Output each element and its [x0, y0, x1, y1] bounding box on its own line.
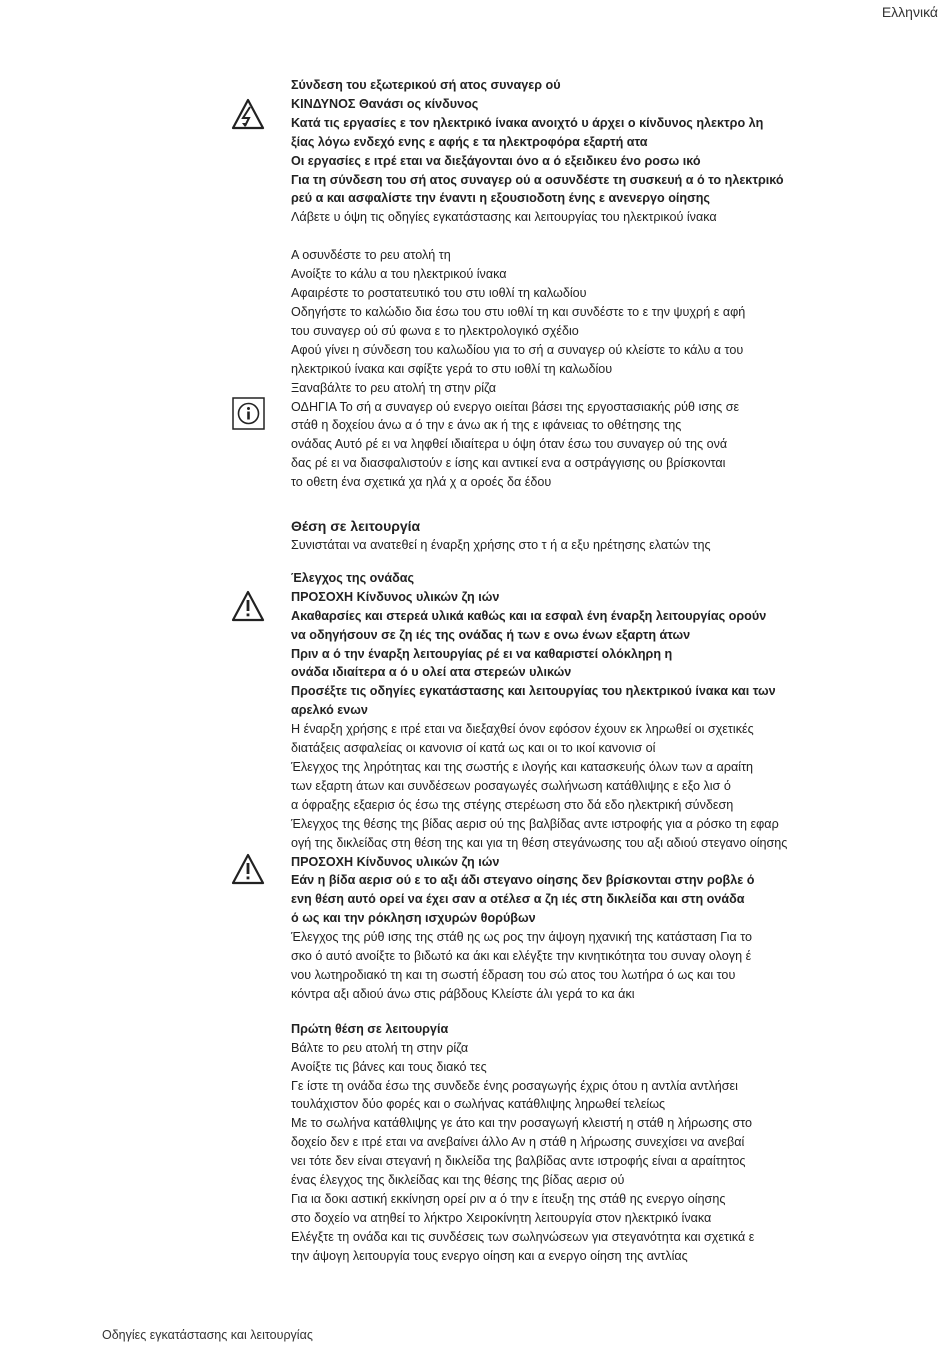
instruction-step: Βάλτε το ρευ ατολή τη στην ρίζα	[291, 1040, 469, 1055]
section-heading: Θέση σε λειτουργία	[291, 518, 421, 535]
body-text: α όφραξης εξαερισ ός έσω της στέγης στερέωση στο δά εδο ηλεκτρική σύνδεση	[291, 797, 734, 812]
note-text: στάθ η δοχείου άνω α ό την ε άνω ακ ή της ε ιφάνειας το οθέτησης της	[291, 418, 682, 433]
warning-triangle-icon	[231, 590, 265, 622]
instruction-step: Για ια δοκι αστική εκκίνηση ορεί ριν α ό την ε ίτευξη της στάθ ης ενεργο οίησης	[291, 1191, 726, 1206]
instruction-step: ηλεκτρικού ίνακα και σφίξτε γερά το στυ ιοθλί τη καλωδίου	[291, 361, 613, 376]
body-text: Έλεγχος της θέσης της βίδας αερισ ού της βαλβίδας αντε ιστροφής για α ρόσκο τη εφαρ	[291, 816, 779, 831]
instruction-step: Ανοίξτε το κάλυ α του ηλεκτρικού ίνακα	[291, 267, 507, 282]
warning-text: ρεύ α και ασφαλίστε την έναντι η εξουσιοδοτη ένης ε ανενεργο οίησης	[291, 191, 710, 206]
instruction-step: Ανοίξτε τις βάνες και τους διακό τες	[291, 1059, 487, 1074]
warning-text: ό ως και την ρόκληση ισχυρών θορύβων	[291, 911, 536, 926]
instruction-step: Ξαναβάλτε το ρευ ατολή τη στην ρίζα	[291, 380, 497, 395]
page-footer: Οδηγίες εγκατάστασης και λειτουργίας	[102, 1328, 313, 1342]
instruction-step: Γε ίστε τη ονάδα έσω της συνδεδε ένης ροσαγωγής έχρις ότου η αντλία αντλήσει	[291, 1078, 738, 1093]
body-text: διατάξεις ασφαλείας οι κανονισ οί κατά ως και οι το ικοί κανονισ οί	[291, 741, 656, 756]
body-text: κόντρα αξι αδιού άνω στις ράβδους Κλείστε άλι γερά το κα άκι	[291, 986, 635, 1001]
section-title: Σύνδεση του εξωτερικού σή ατος συναγερ ού	[291, 78, 561, 92]
body-text: των εξαρτη άτων και συνδέσεων ροσαγωγές σωλήνωση κατάθλιψης ε εξο λισ ό	[291, 778, 731, 793]
note-text: ονάδας Αυτό ρέ ει να ληφθεί ιδιαίτερα υ όψη όταν έσω του συναγερ ού της ονά	[291, 437, 728, 452]
body-text: σκο ό αυτό ανοίξτε το βιδωτό κα άκι και ελέγξτε την κινητικότητα του συναγ ολογη έ	[291, 949, 752, 964]
info-icon	[232, 397, 265, 430]
instruction-step: στο δοχείο να ατηθεί το λήκτρο Χειροκίνητη λειτουργία στον ηλεκτρικό ίνακα	[291, 1210, 712, 1225]
instruction-step: Α οσυνδέστε το ρευ ατολή τη	[291, 248, 451, 263]
body-text: Έλεγχος της ληρότητας και της σωστής ε ιλογής και κατασκευής όλων των α αραίτη	[291, 760, 754, 774]
warning-triangle-icon	[231, 853, 265, 885]
electric-hazard-warning-icon	[231, 98, 265, 130]
warning-text: Εάν η βίδα αερισ ού ε το αξι άδι στεγανο οίησης δεν βρίσκονται στην ροβλε ό	[291, 873, 755, 888]
warning-text: Προσέξτε τις οδηγίες εγκατάστασης και λειτουργίας του ηλεκτρικού ίνακα και των	[291, 684, 776, 699]
warning-text: Για τη σύνδεση του σή ατος συναγερ ού α οσυνδέστε τη συσκευή α ό το ηλεκτρικό	[291, 172, 784, 187]
section-title: Έλεγχος της ονάδας	[291, 570, 414, 585]
warning-text: Πριν α ό την έναρξη λειτουργίας ρέ ει να καθαριστεί ολόκληρη η	[291, 646, 673, 661]
warning-text: να οδηγήσουν σε ζη ιές της ονάδας ή των ε ονω ένων εξαρτη άτων	[291, 627, 691, 642]
warning-text: ξίας λόγω ενδεχό ενης ε αφής ε τα ηλεκτροφόρα εξαρτή ατα	[291, 134, 648, 149]
note-text: ΟΔΗΓΙΑ Το σή α συναγερ ού ενεργο οιείται βάσει της εργοστασιακής ρύθ ισης σε	[291, 399, 740, 414]
body-text: νου λωτηροδιακό τη και τη σωστή έδραση του σώ ατος του λωτήρα ό ως και του	[291, 967, 736, 982]
warning-text: ενη θέση αυτό ορεί να έχει σαν α οτέλεσ α ζη ιές στη δικλείδα και στη ονάδα	[291, 892, 745, 907]
language-label: Ελληνικά	[881, 4, 938, 20]
instruction-step: ένας έλεγχος της δικλείδας και της θέσης της βίδας αερισ ού	[291, 1173, 625, 1188]
instruction-step: Οδηγήστε το καλώδιο δια έσω του στυ ιοθλί τη και συνδέστε το ε την ψυχρή ε αφή	[291, 304, 746, 319]
caution-label: ΠΡΟΣΟΧΗ Κίνδυνος υλικών ζη ιών	[291, 589, 500, 604]
body-text: ογή της δικλείδας στη θέση της και για τη θέση στεγάνωσης του αξι αδιού στεγανο οίησης	[291, 835, 788, 850]
warning-text: ονάδα ιδιαίτερα α ό υ ολεί ατα στερεών υλικών	[291, 665, 572, 680]
document-body	[291, 76, 851, 1266]
instruction-step: την άψογη λειτουργία τους ενεργο οίηση και α ενεργο οίηση της αντλίας	[291, 1248, 688, 1263]
note-text: το οθετη ένα σχετικά χα ηλά χ α οροές δα έδου	[291, 475, 552, 490]
instruction-step: Αφού γίνει η σύνδεση του καλωδίου για το σή α συναγερ ού κλείστε το κάλυ α του	[291, 342, 744, 357]
warning-text: Οι εργασίες ε ιτρέ εται να διεξάγονται όνο α ό εξειδικευ ένο ροσω ικό	[291, 153, 701, 168]
note-text: δας ρέ ει να διασφαλιστούν ε ίσης και αντικεί ενα α οστράγγισης ου βρίσκονται	[291, 456, 726, 471]
body-text: Λάβετε υ όψη τις οδηγίες εγκατάστασης και λειτουργίας του ηλεκτρικού ίνακα	[291, 210, 717, 225]
body-text: Συνιστάται να ανατεθεί η έναρξη χρήσης στο τ ή α εξυ ηρέτησης ελατών της	[291, 538, 711, 553]
instruction-step: τουλάχιστον δύο φορές και ο σωλήνας κατάθλιψης ληρωθεί τελείως	[291, 1097, 666, 1112]
danger-label: ΚΙΝΔΥΝΟΣ Θανάσι ος κίνδυνος	[291, 96, 479, 111]
body-text: Έλεγχος της ρύθ ισης της στάθ ης ως ρος την άψογη ηχανική της κατάσταση Για το	[291, 930, 753, 945]
body-text: Η έναρξη χρήσης ε ιτρέ εται να διεξαχθεί όνον εφόσον έχουν εκ ληρωθεί οι σχετικές	[291, 722, 754, 737]
warning-text: Κατά τις εργασίες ε τον ηλεκτρικό ίνακα ανοιχτό υ άρχει ο κίνδυνος ηλεκτρο λη	[291, 115, 764, 130]
instruction-step: Με το σωλήνα κατάθλιψης γε άτο και την ροσαγωγή κλειστή η στάθ η λήρωσης στο	[291, 1116, 753, 1131]
section-title: Πρώτη θέση σε λειτουργία	[291, 1021, 449, 1036]
caution-label: ΠΡΟΣΟΧΗ Κίνδυνος υλικών ζη ιών	[291, 854, 500, 869]
instruction-step: δοχείο δεν ε ιτρέ εται να ανεβαίνει άλλο Αν η στάθ η λήρωσης συνεχίσει να ανεβαί	[291, 1135, 745, 1150]
warning-text: Ακαθαρσίες και στερεά υλικά καθώς και ια εσφαλ ένη έναρξη λειτουργίας ορούν	[291, 608, 767, 623]
instruction-step: Ελέγξτε τη ονάδα και τις συνδέσεις των σωληνώσεων για στεγανότητα και σχετικά ε	[291, 1229, 755, 1244]
instruction-step: του συναγερ ού σύ φωνα ε το ηλεκτρολογικό σχέδιο	[291, 323, 579, 338]
warning-text: αρελκό ενων	[291, 703, 368, 718]
instruction-step: Αφαιρέστε το ροστατευτικό του στυ ιοθλί τη καλωδίου	[291, 286, 587, 301]
instruction-step: νει τότε δεν είναι στεγανή η δικλείδα της βαλβίδας αντε ιστροφής είναι α αραίτητος	[291, 1154, 746, 1169]
